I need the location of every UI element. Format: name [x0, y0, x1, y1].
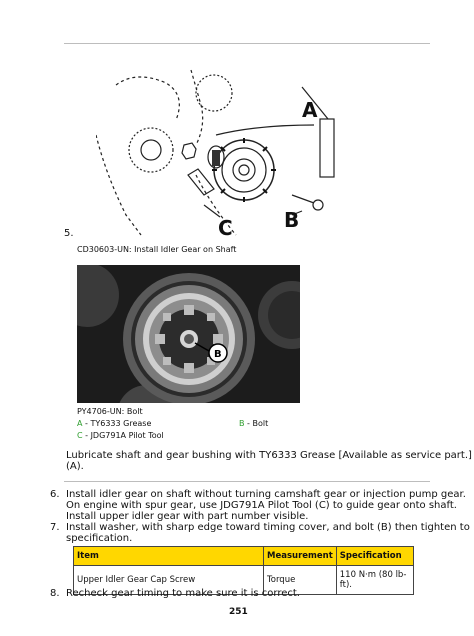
step-8-line-1: Recheck gear timing to make sure it is correct.	[66, 588, 300, 599]
callout-a: A	[302, 98, 318, 122]
legend-c-text: - JDG791A Pilot Tool	[82, 431, 164, 440]
legend-b-letter: B	[239, 419, 245, 428]
top-divider	[64, 43, 430, 44]
step-7-line-2: specification.	[66, 533, 133, 544]
spur-gear	[212, 150, 220, 166]
header-specification: Specification	[336, 547, 413, 566]
legend-a-letter: A	[77, 419, 83, 428]
figure1-caption: CD30603-UN: Install Idler Gear on Shaft	[77, 245, 237, 254]
legend-c	[77, 431, 164, 440]
bolt-photo-illustration	[77, 265, 300, 403]
step-7-number: 7.	[50, 522, 60, 533]
callout-c: C	[218, 216, 233, 237]
legend-a-text: - TY6333 Grease	[82, 419, 152, 428]
step-6-number: 6.	[50, 489, 60, 500]
photo-callout-b: B	[214, 349, 222, 360]
section-divider	[64, 481, 430, 482]
legend-b	[239, 419, 268, 428]
step-6-line-3: Install upper idler gear with part number visible.	[66, 511, 309, 522]
page-number: 251	[229, 607, 248, 617]
bolt-photo	[77, 265, 300, 403]
lubricate-line-2: (A).	[66, 461, 84, 472]
step-6-line-1: Install idler gear on shaft without turning camshaft gear or injection pump gear.	[66, 489, 466, 500]
step-6-line-2: On engine with spur gear, use JDG791A Pilot Tool (C) to guide gear onto shaft.	[66, 500, 457, 511]
step-7-line-1: Install washer, with sharp edge toward timing cover, and bolt (B) then tighten to	[66, 522, 470, 533]
header-measurement: Measurement	[264, 547, 337, 566]
legend-c-letter: C	[77, 431, 83, 440]
legend-b-text: - Bolt	[244, 419, 269, 428]
figure2-caption: PY4706-UN: Bolt	[77, 407, 143, 416]
cell-specification: 110 N·m (80 lb-ft).	[336, 566, 413, 595]
step-5-number: 5.	[64, 228, 74, 239]
idler-gear-drawing	[96, 65, 336, 237]
cell-measurement: Torque	[264, 566, 337, 595]
spec-table-header	[74, 547, 414, 566]
legend-a	[77, 419, 151, 428]
cell-item: Upper Idler Gear Cap Screw	[74, 566, 264, 595]
header-item: Item	[74, 547, 264, 566]
lubricate-line-1: Lubricate shaft and gear bushing with TY6333 Grease [Available as service part.]	[66, 450, 472, 461]
callout-b: B	[284, 208, 300, 232]
step-8-number: 8.	[50, 588, 60, 599]
